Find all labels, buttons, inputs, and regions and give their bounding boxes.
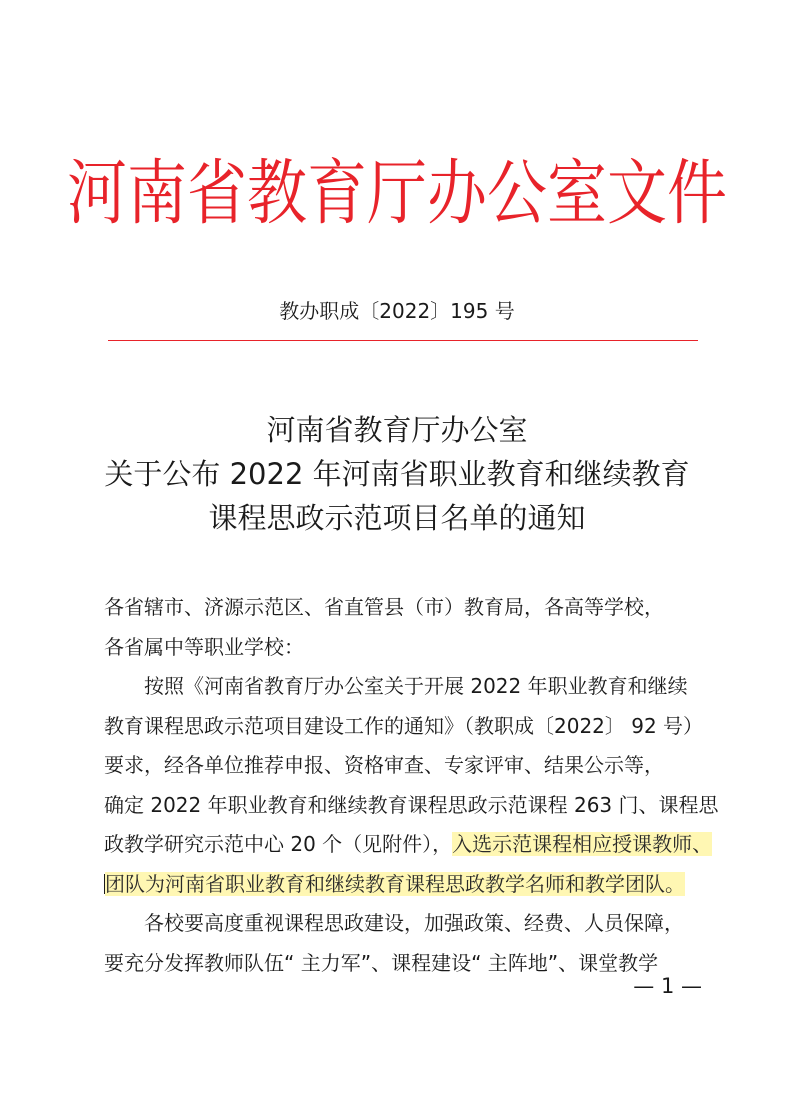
salutation-line-2: 各省属中等职业学校：: [104, 634, 304, 659]
notice-title: [0, 408, 794, 540]
title-line-2: 关于公布 2022 年河南省职业教育和继续教育: [104, 457, 690, 491]
title-line-3: 课程思政示范项目名单的通知: [208, 501, 586, 535]
paragraph-1-line-3: 要求，经各单位推荐申报、资格审查、专家评审、结果公示等，: [104, 753, 664, 777]
paragraph-1-line-1: 按照《河南省教育厅办公室关于开展 2022 年职业教育和继续: [144, 674, 688, 698]
paragraph-1-line-2: 教育课程思政示范项目建设工作的通知》（教职成〔2022〕 92 号）: [104, 713, 704, 738]
title-line-1: 河南省教育厅办公室: [266, 413, 528, 447]
document-number: 教办职成〔2022〕195 号: [279, 299, 515, 323]
paragraph-2-line-2: 要充分发挥教师队伍“ 主力军”、课程建设“ 主阵地”、课堂教学: [104, 950, 659, 975]
red-divider-line: [108, 340, 698, 341]
notice-body: [104, 588, 719, 983]
page-number: — 1 —: [633, 974, 702, 998]
paragraph-2-line-1: 各校要高度重视课程思政建设，加强政策、经费、人员保障，: [144, 911, 684, 935]
paragraph-1-line-6: [104, 865, 704, 905]
paragraph-1-line-5-text: 政教学研究示范中心 20 个（见附件），: [104, 832, 453, 856]
highlighted-text-1[interactable]: 入选示范课程相应授课教师、: [452, 832, 713, 856]
paragraph-1-line-4: 确定 2022 年职业教育和继续教育课程思政示范课程 263 门、课程思: [104, 792, 719, 817]
masthead-title: 河南省教育厅办公室文件: [67, 152, 727, 236]
highlighted-text-2[interactable]: 团队为河南省职业教育和继续教育课程思政教学名师和教学团队。: [105, 871, 685, 896]
salutation-line-1: 各省辖市、济源示范区、省直管县（市）教育局，各高等学校，: [104, 595, 664, 619]
paragraph-1-line-5: [104, 825, 713, 865]
